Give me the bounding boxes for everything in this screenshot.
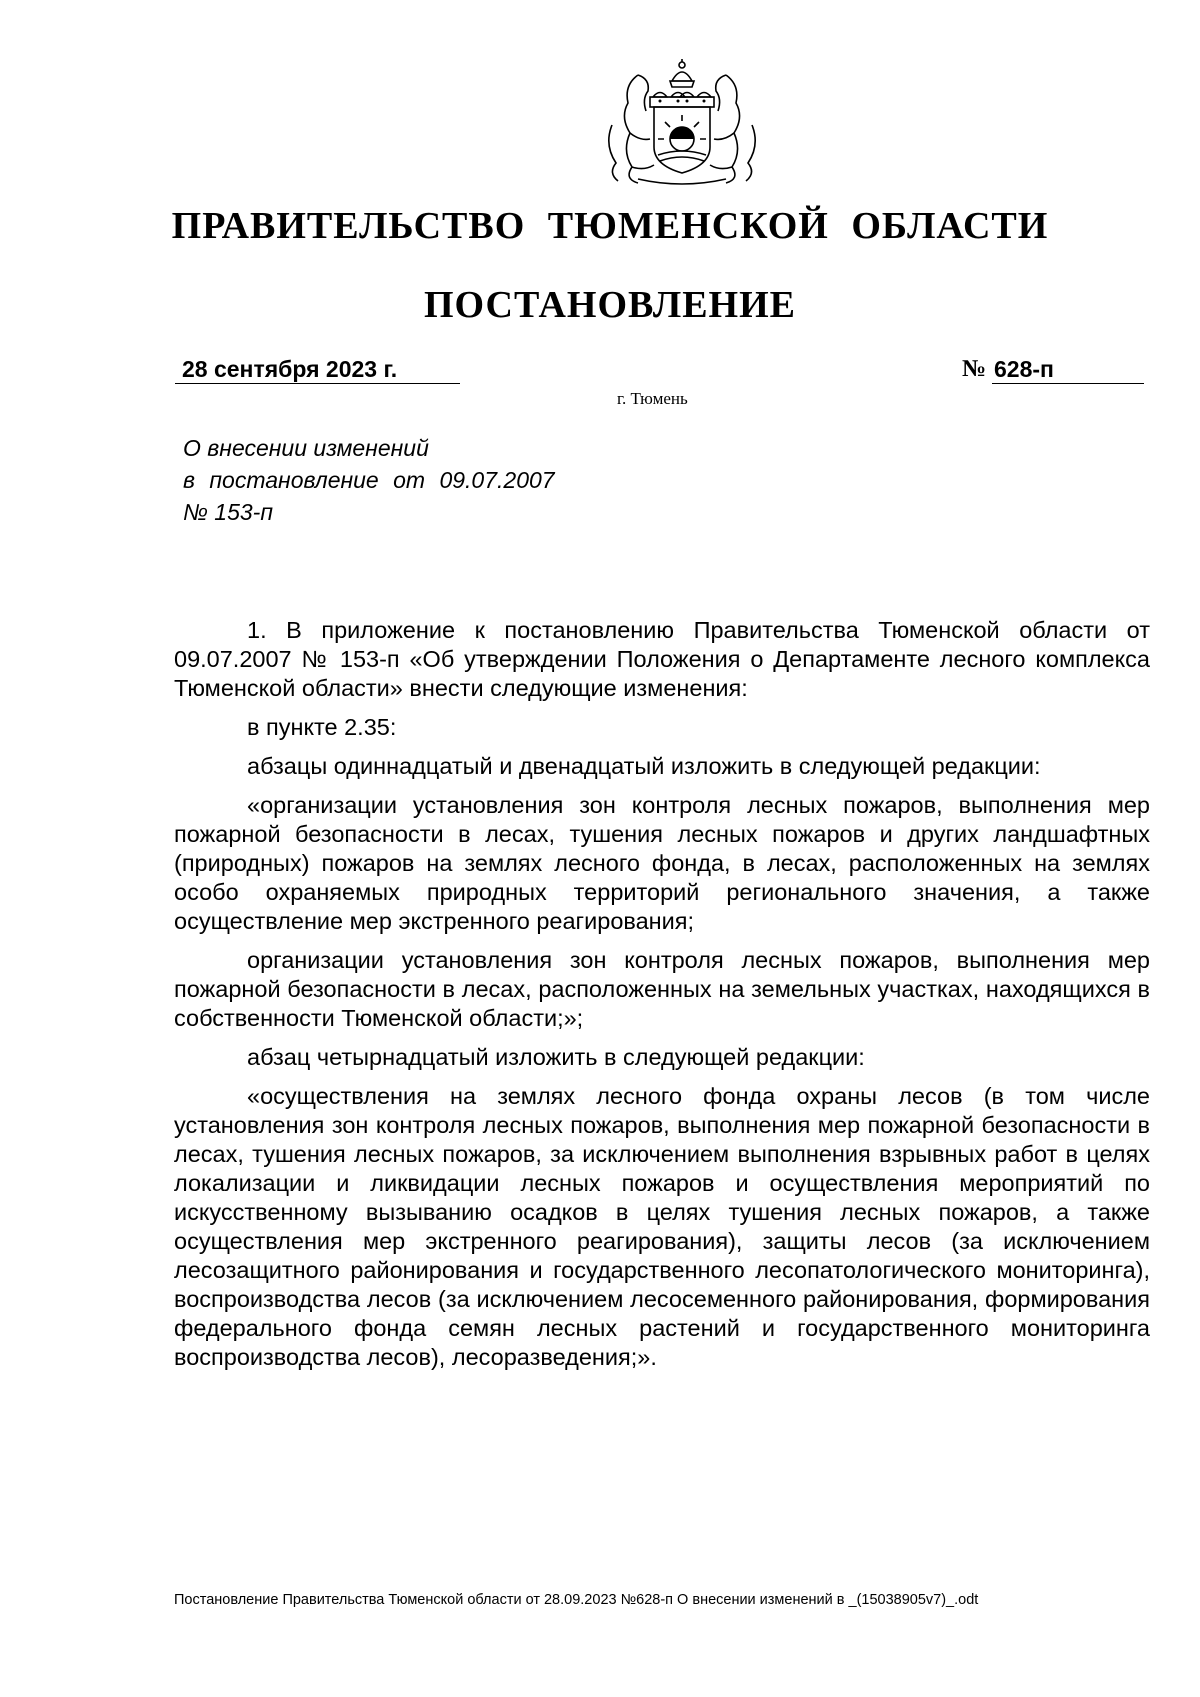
coat-of-arms-emblem xyxy=(598,55,766,187)
subject-line: в постановление от 09.07.2007 xyxy=(183,467,555,493)
subject-line: № 153-п xyxy=(183,499,273,525)
body-paragraph: в пункте 2.35: xyxy=(247,714,397,740)
city-label: г. Тюмень xyxy=(617,389,688,408)
subject-line: О внесении изменений xyxy=(183,435,429,461)
document-body xyxy=(174,616,1150,1382)
body-paragraph: абзацы одиннадцатый и двенадцатый изложить в следующей редакции: xyxy=(247,753,1041,779)
body-paragraph: «организации установления зон контроля лесных пожаров, выполнения мер пожарной безопасности в лесах, тушения лесных пожаров и других ландшафтных (природных) пожаров на землях лесного фонда, в лесах, расположенных на землях особо охраняемых природных территорий регионального значения, а также осуществление мер экстренного реагирования; xyxy=(174,792,1150,934)
document-type-title: ПОСТАНОВЛЕНИЕ xyxy=(423,284,797,326)
body-paragraph: «осуществления на землях лесного фонда охраны лесов (в том числе установления зон контроля лесных пожаров, выполнения мер пожарной безопасности в лесах, тушения лесных пожаров, за исключением выполнения взрывных работ в целях локализации и ликвидации лесных пожаров и осуществления мероприятий по искусственному вызыванию осадков в целях тушения лесных пожаров, а также осуществления мер экстренного реагирования), защиты лесов (за исключением лесозащитного районирования и государственного лесопатологического мониторинга), воспроизводства лесов (за исключением лесосеменного районирования, формирования федерального фонда семян лесных растений и государственного мониторинга воспроизводства лесов), лесоразведения;». xyxy=(174,1083,1150,1370)
body-paragraph: 1. В приложение к постановлению Правительства Тюменской области от 09.07.2007 № 153-п «Об утверждении Положения о Департаменте лесного комплекса Тюменской области» внести следующие изменения: xyxy=(174,617,1150,701)
document-date: 28 сентября 2023 г. xyxy=(175,355,460,384)
document-number: 628-п xyxy=(992,355,1144,384)
document-subject xyxy=(183,432,555,528)
document-footer: Постановление Правительства Тюменской области от 28.09.2023 №628-п О внесении изменений в _(15038905v7)_.odt xyxy=(174,1592,979,1608)
body-paragraph: организации установления зон контроля лесных пожаров, выполнения мер пожарной безопасности в лесах, расположенных на земельных участках, находящихся в собственности Тюменской области;»; xyxy=(174,947,1150,1031)
number-sign: № xyxy=(962,356,987,382)
body-paragraph: абзац четырнадцатый изложить в следующей редакции: xyxy=(247,1044,865,1070)
government-title: ПРАВИТЕЛЬСТВО ТЮМЕНСКОЙ ОБЛАСТИ xyxy=(171,205,1049,247)
